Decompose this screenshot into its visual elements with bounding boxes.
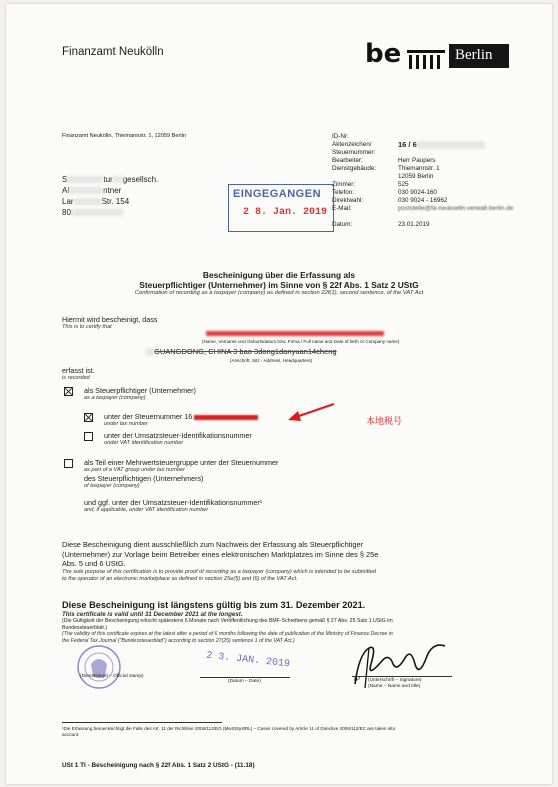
footnote: ¹Die Erfassung beruecksichtigt die Falle des Art. 11 der Richtlinie 2006/112/EG (MwStSystRL) – Cases covered by Article 11 of Directive 2006/112/EC are taken into account.	[62, 726, 396, 737]
option-tax-number: unter der Steuernummer 16 under tax number	[104, 412, 258, 428]
validity-details: This certificate is valid until 31 December 2021 at the longest. (Die Gültigkeit der Bescheinigung erlischt spätestens 6 Monate nach Veröffentlichung des BMF-Schreibens gemäß § 27 Abs. 25 Satz 1 UStG im Bundessteuerblatt.) (The validity of this certificate expires at the latest after a period of 6 months following the date of publication of the Ministry of Finance Decree in the Federal Tax Journal ("Bundessteuerblatt") according to section 27(25) sentence 1 of the VAT Act.)	[62, 611, 393, 644]
option-vat-group: als Teil einer Mehrwertsteuergruppe unter der Steuernummer as part of a VAT group under tax number des Steuerpflichtigen (Unternehmers) of taxpayer (company) und ggf. unter der Umsatzsteuer-Identifikationsnummer¹ and, if applicable, under VAT identification number	[84, 458, 279, 513]
official-seal-icon	[76, 644, 122, 690]
checkbox-vat-id[interactable]	[84, 432, 93, 441]
date-caption: (Datum – Date)	[228, 679, 261, 684]
signature-prefix: (P	[354, 677, 360, 683]
tax-office-name: Finanzamt Neukölln	[62, 46, 164, 58]
address-text: GUANGDONG, CHINA 3 bao 3dong1danyuan14cheng	[146, 347, 337, 356]
seal-caption: (Dienstsiegel – Official stamp)	[80, 674, 144, 679]
received-stamp-date: 2 8. Jan. 2019	[243, 207, 328, 218]
received-stamp	[228, 184, 334, 232]
checkbox-tax-number[interactable]	[84, 413, 93, 422]
logo-berlin: Berlin	[455, 47, 493, 63]
sender-line: Finanzamt Neukölln, Thiemannstr. 1, 12059 Berlin	[62, 133, 186, 139]
date-stamp: 2 3. JAN. 2019	[205, 650, 291, 671]
validity-heading: Diese Bescheinigung ist längstens gültig bis zum 31. Dezember 2021.	[62, 600, 366, 610]
option-taxpayer: als Steuerpflichtiger (Unternehmer) as a taxpayer (company)	[84, 386, 196, 401]
received-stamp-title: EINGEGANGEN	[233, 188, 322, 200]
document-title: Bescheinigung über die Erfassung als Steuerpflichtiger (Unternehmer) im Sinne von § 22f Abs. 1 Satz 2 UStG Confirmation of recording as a taxpayer (company) as defined in section 22f(1), second sentence, of the VAT Act	[134, 270, 424, 296]
annotation-local-tax-no: 本地税号	[366, 417, 403, 427]
berlin-logo	[365, 39, 515, 72]
option-vat-id: unter der Umsatzsteuer-Identifikationsnummer under VAT identification number	[104, 431, 252, 446]
certify-text: Hiermit wird bescheinigt, dass This is to certify that	[62, 315, 158, 330]
signature-line	[352, 676, 452, 677]
company-name-redacted	[206, 331, 384, 336]
checkbox-vat-group[interactable]	[64, 459, 73, 468]
address-caption: (Anschrift, Sitz - Address, Headquarters)	[230, 358, 313, 363]
name-caption: (Name, Vorname und Geburtsdatum bzw. Firma / Full name and Date of birth or Company name)	[202, 339, 400, 344]
date-line	[200, 677, 290, 678]
recipient-address: S tur gesellsch. Al ntner Lar Str. 154 80:	[62, 175, 159, 217]
certificate-page	[6, 4, 552, 784]
form-footer: USt 1 TI - Bescheinigung nach § 22f Abs. 1 Satz 2 UStG - (11.18)	[62, 762, 255, 769]
signature-captions: (Unterschrift – Signature) (Name – Name and title)	[368, 678, 422, 689]
logo-be: be	[365, 39, 402, 69]
purpose-text: Diese Bescheinigung dient ausschließlich zum Nachweis der Erfassung als Steuerpflichtiger (Unternehmer) zur Vorlage beim Betreiber eines elektronischen Marktplatzes im Sinne des § 25e Abs. 5 und 6 UStG. The sole purpose of this certification is to provide proof of recording as a taxpayer (company) which is intended to be submitted to the operator of an electronic marketplace as defined in section 25e(5) and (6) of the VAT Act.	[62, 540, 379, 582]
info-labels: ID-Nr: Aktenzeichen/ Steuernummer: Bearbeiter: Dienstgebäude: Zimmer: Telefon: Direktwahl: E-Mail: Datum:	[332, 133, 377, 228]
footnote-rule	[62, 722, 222, 723]
checkbox-taxpayer[interactable]	[64, 387, 73, 396]
red-arrow-icon	[286, 401, 336, 423]
brandenburg-gate-icon	[407, 46, 445, 70]
info-values: 16 / 6 Herr Paupers Thiemannstr. 1 12059 Berlin 525 030 9024-160 030 9024 - 16962 poststelle@fa-neukoelln.verwalt-berlin.de 23.01.2019	[398, 140, 514, 228]
recorded-text: erfasst ist. is recorded	[62, 366, 95, 381]
